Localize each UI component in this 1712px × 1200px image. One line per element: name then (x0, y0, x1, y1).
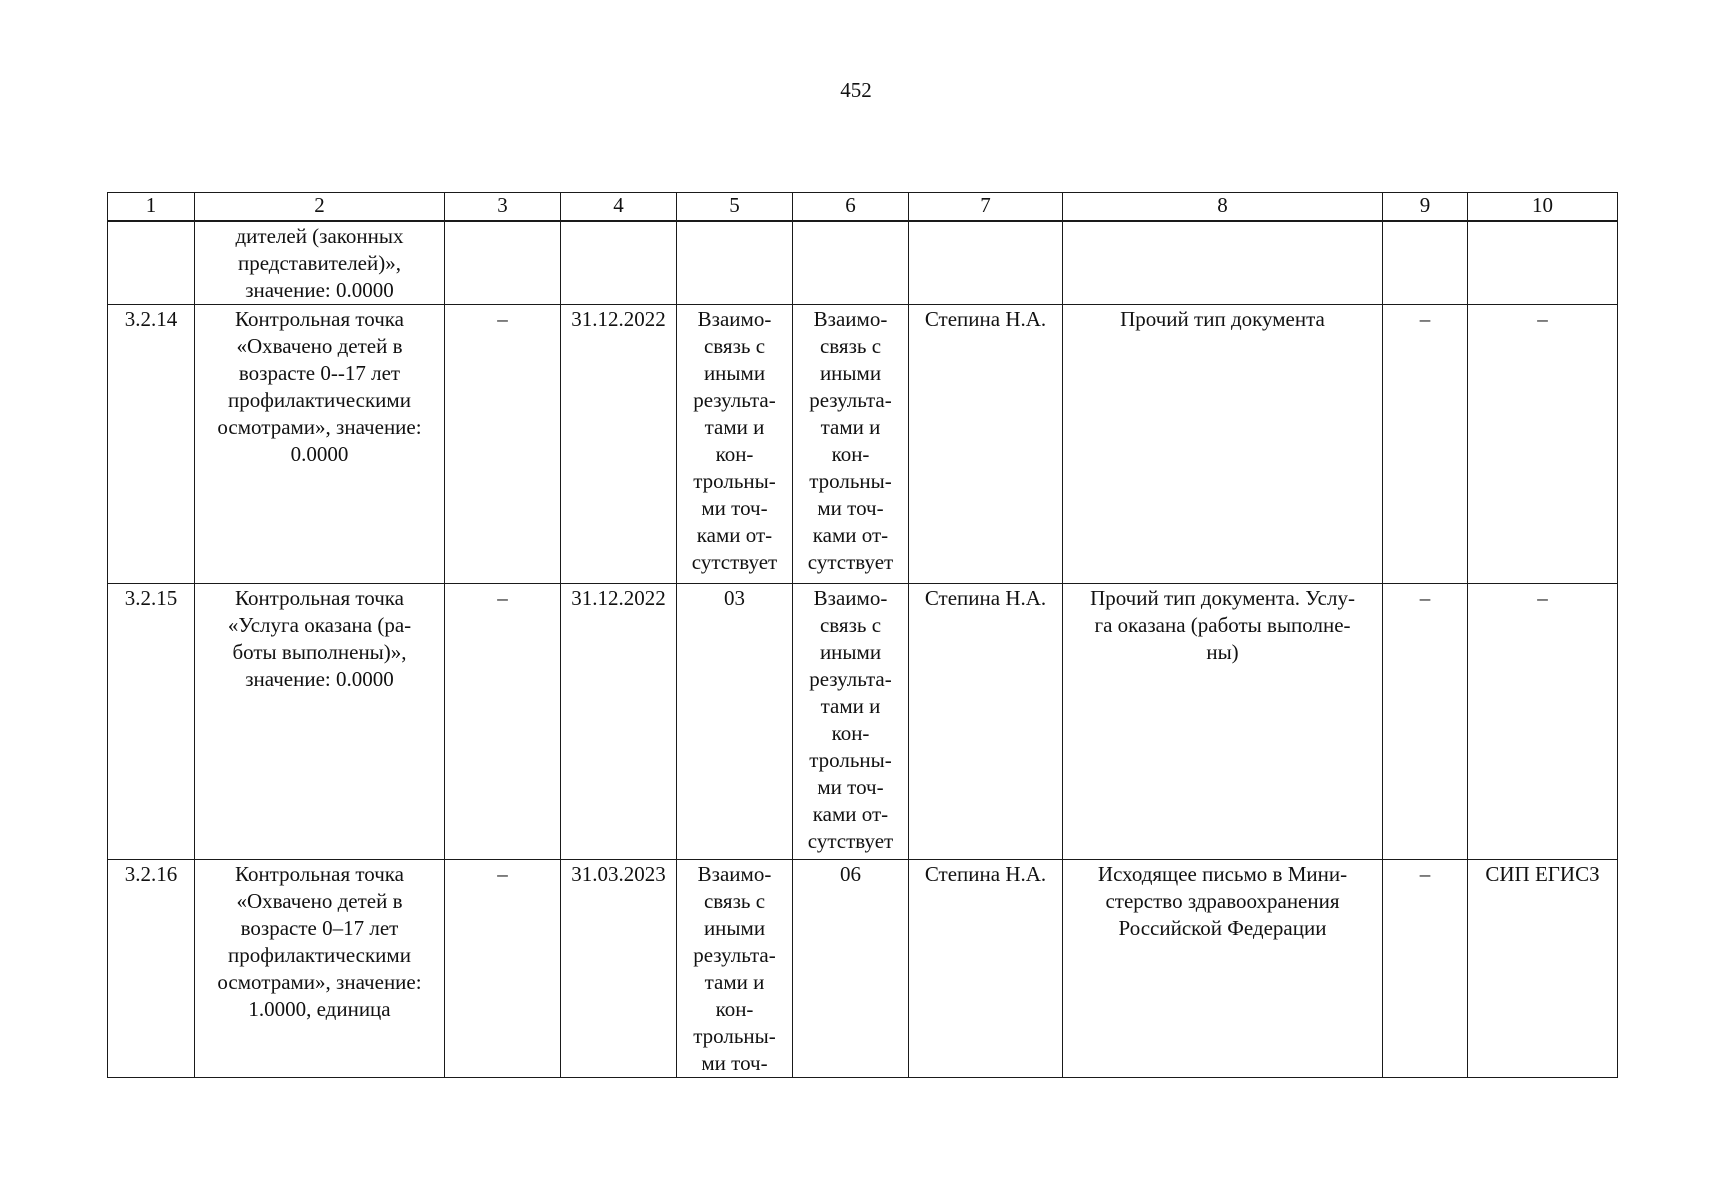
column-5-cell (677, 860, 793, 1078)
cell-line: результа- (693, 388, 776, 412)
column-9-cell: – (1383, 584, 1468, 860)
column-header-4: 4 (561, 193, 677, 222)
cell-line: результа- (693, 943, 776, 967)
column-header-5: 5 (677, 193, 793, 222)
table-row (108, 584, 1618, 860)
column-3-cell: – (445, 305, 561, 584)
cell-line: трольны- (693, 469, 776, 493)
cell-line: осмотрами», значение: (217, 970, 422, 994)
cell-line: ками от- (812, 523, 889, 547)
header-row (108, 193, 1618, 222)
column-5-cell (677, 221, 793, 305)
system-cell: – (1468, 584, 1618, 860)
document-type-cell (1063, 584, 1383, 860)
cell-line: трольны- (809, 469, 892, 493)
column-5-cell (677, 305, 793, 584)
table-row (108, 221, 1618, 305)
cell-line: профилактическими (228, 388, 411, 412)
column-header-7: 7 (909, 193, 1063, 222)
description-cell (195, 221, 445, 305)
page-number: 452 (840, 78, 872, 102)
document-table (107, 192, 1618, 1078)
row-number-cell: 3.2.14 (108, 305, 195, 584)
cell-line: Прочий тип документа (1120, 307, 1325, 331)
column-3-cell (445, 221, 561, 305)
cell-line: «Охвачено детей в (236, 334, 403, 358)
cell-line: тами и (704, 970, 765, 994)
cell-line: иными (819, 361, 882, 385)
cell-line: кон- (831, 442, 870, 466)
cell-line: Контрольная точка (234, 586, 404, 610)
responsible-cell: Степина Н.А. (909, 860, 1063, 1078)
column-header-1: 1 (108, 193, 195, 222)
cell-line: связь с (819, 613, 882, 637)
cell-line: значение: 0.0000 (245, 667, 394, 691)
column-9-cell: – (1383, 305, 1468, 584)
cell-line: «Услуга оказана (ра- (227, 613, 412, 637)
column-header-10: 10 (1468, 193, 1618, 222)
cell-line: осмотрами», значение: (217, 415, 422, 439)
date-cell: 31.12.2022 (561, 305, 677, 584)
cell-line: Контрольная точка (234, 307, 404, 331)
document-type-cell (1063, 860, 1383, 1078)
cell-line: Взаимо- (813, 586, 888, 610)
cell-line: сутствует (807, 550, 894, 574)
cell-line: иными (703, 361, 766, 385)
cell-line: Взаимо- (697, 307, 772, 331)
cell-line: ми точ- (701, 1051, 768, 1075)
column-3-cell: – (445, 584, 561, 860)
cell-line: тами и (820, 694, 881, 718)
document-type-cell (1063, 305, 1383, 584)
table-body (108, 193, 1618, 1078)
cell-line: Прочий тип документа. Услу- (1090, 586, 1355, 610)
date-cell: 31.12.2022 (561, 584, 677, 860)
column-3-cell: – (445, 860, 561, 1078)
system-cell: СИП ЕГИСЗ (1468, 860, 1618, 1078)
column-header-2: 2 (195, 193, 445, 222)
cell-line: ны) (1206, 640, 1239, 664)
description-cell (195, 305, 445, 584)
cell-line: 03 (724, 586, 745, 610)
column-header-3: 3 (445, 193, 561, 222)
cell-line: результа- (809, 667, 892, 691)
date-cell: 31.03.2023 (561, 860, 677, 1078)
cell-line: кон- (715, 442, 754, 466)
cell-line: кон- (831, 721, 870, 745)
cell-line: трольны- (809, 748, 892, 772)
cell-line: ми точ- (817, 496, 884, 520)
cell-line: сутствует (807, 829, 894, 853)
row-number-cell: 3.2.16 (108, 860, 195, 1078)
cell-line: га оказана (работы выполне- (1094, 613, 1351, 637)
cell-line: возрасте 0–17 лет (240, 916, 399, 940)
cell-line: связь с (703, 889, 766, 913)
column-9-cell (1383, 221, 1468, 305)
cell-line: ками от- (696, 523, 773, 547)
cell-line: «Охвачено детей в (236, 889, 403, 913)
cell-line: значение: 0.0000 (245, 278, 394, 302)
cell-line: Взаимо- (697, 862, 772, 886)
column-6-cell (793, 305, 909, 584)
column-5-cell (677, 584, 793, 860)
cell-line: сутствует (691, 550, 778, 574)
cell-line: иными (703, 916, 766, 940)
cell-line: профилактическими (228, 943, 411, 967)
cell-line: связь с (819, 334, 882, 358)
cell-line: боты выполнены)», (232, 640, 407, 664)
cell-line: трольны- (693, 1024, 776, 1048)
cell-line: дителей (законных (235, 224, 404, 248)
cell-line: ми точ- (817, 775, 884, 799)
column-header-8: 8 (1063, 193, 1383, 222)
column-header-9: 9 (1383, 193, 1468, 222)
cell-line: кон- (715, 997, 754, 1021)
cell-line: ми точ- (701, 496, 768, 520)
description-cell (195, 860, 445, 1078)
description-cell (195, 584, 445, 860)
row-number-cell (108, 221, 195, 305)
cell-line: Исходящее письмо в Мини- (1097, 862, 1348, 886)
cell-line: Российской Федерации (1118, 916, 1327, 940)
cell-line: иными (819, 640, 882, 664)
cell-line: тами и (820, 415, 881, 439)
system-cell (1468, 221, 1618, 305)
cell-line: 1.0000, единица (248, 997, 391, 1021)
table-row (108, 305, 1618, 584)
cell-line: тами и (704, 415, 765, 439)
cell-line: возрасте 0--17 лет (238, 361, 401, 385)
cell-line: связь с (703, 334, 766, 358)
date-cell (561, 221, 677, 305)
responsible-cell (909, 221, 1063, 305)
cell-line: результа- (809, 388, 892, 412)
cell-line: ками от- (812, 802, 889, 826)
row-number-cell: 3.2.15 (108, 584, 195, 860)
cell-line: Взаимо- (813, 307, 888, 331)
table-row (108, 860, 1618, 1078)
column-6-cell (793, 860, 909, 1078)
column-6-cell (793, 584, 909, 860)
cell-line: представителей)», (238, 251, 401, 275)
responsible-cell: Степина Н.А. (909, 305, 1063, 584)
column-header-6: 6 (793, 193, 909, 222)
cell-line: 0.0000 (290, 442, 349, 466)
responsible-cell: Степина Н.А. (909, 584, 1063, 860)
cell-line: стерство здравоохранения (1105, 889, 1340, 913)
document-type-cell (1063, 221, 1383, 305)
system-cell: – (1468, 305, 1618, 584)
column-9-cell: – (1383, 860, 1468, 1078)
cell-line: Контрольная точка (234, 862, 404, 886)
cell-line: 06 (840, 862, 861, 886)
column-6-cell (793, 221, 909, 305)
